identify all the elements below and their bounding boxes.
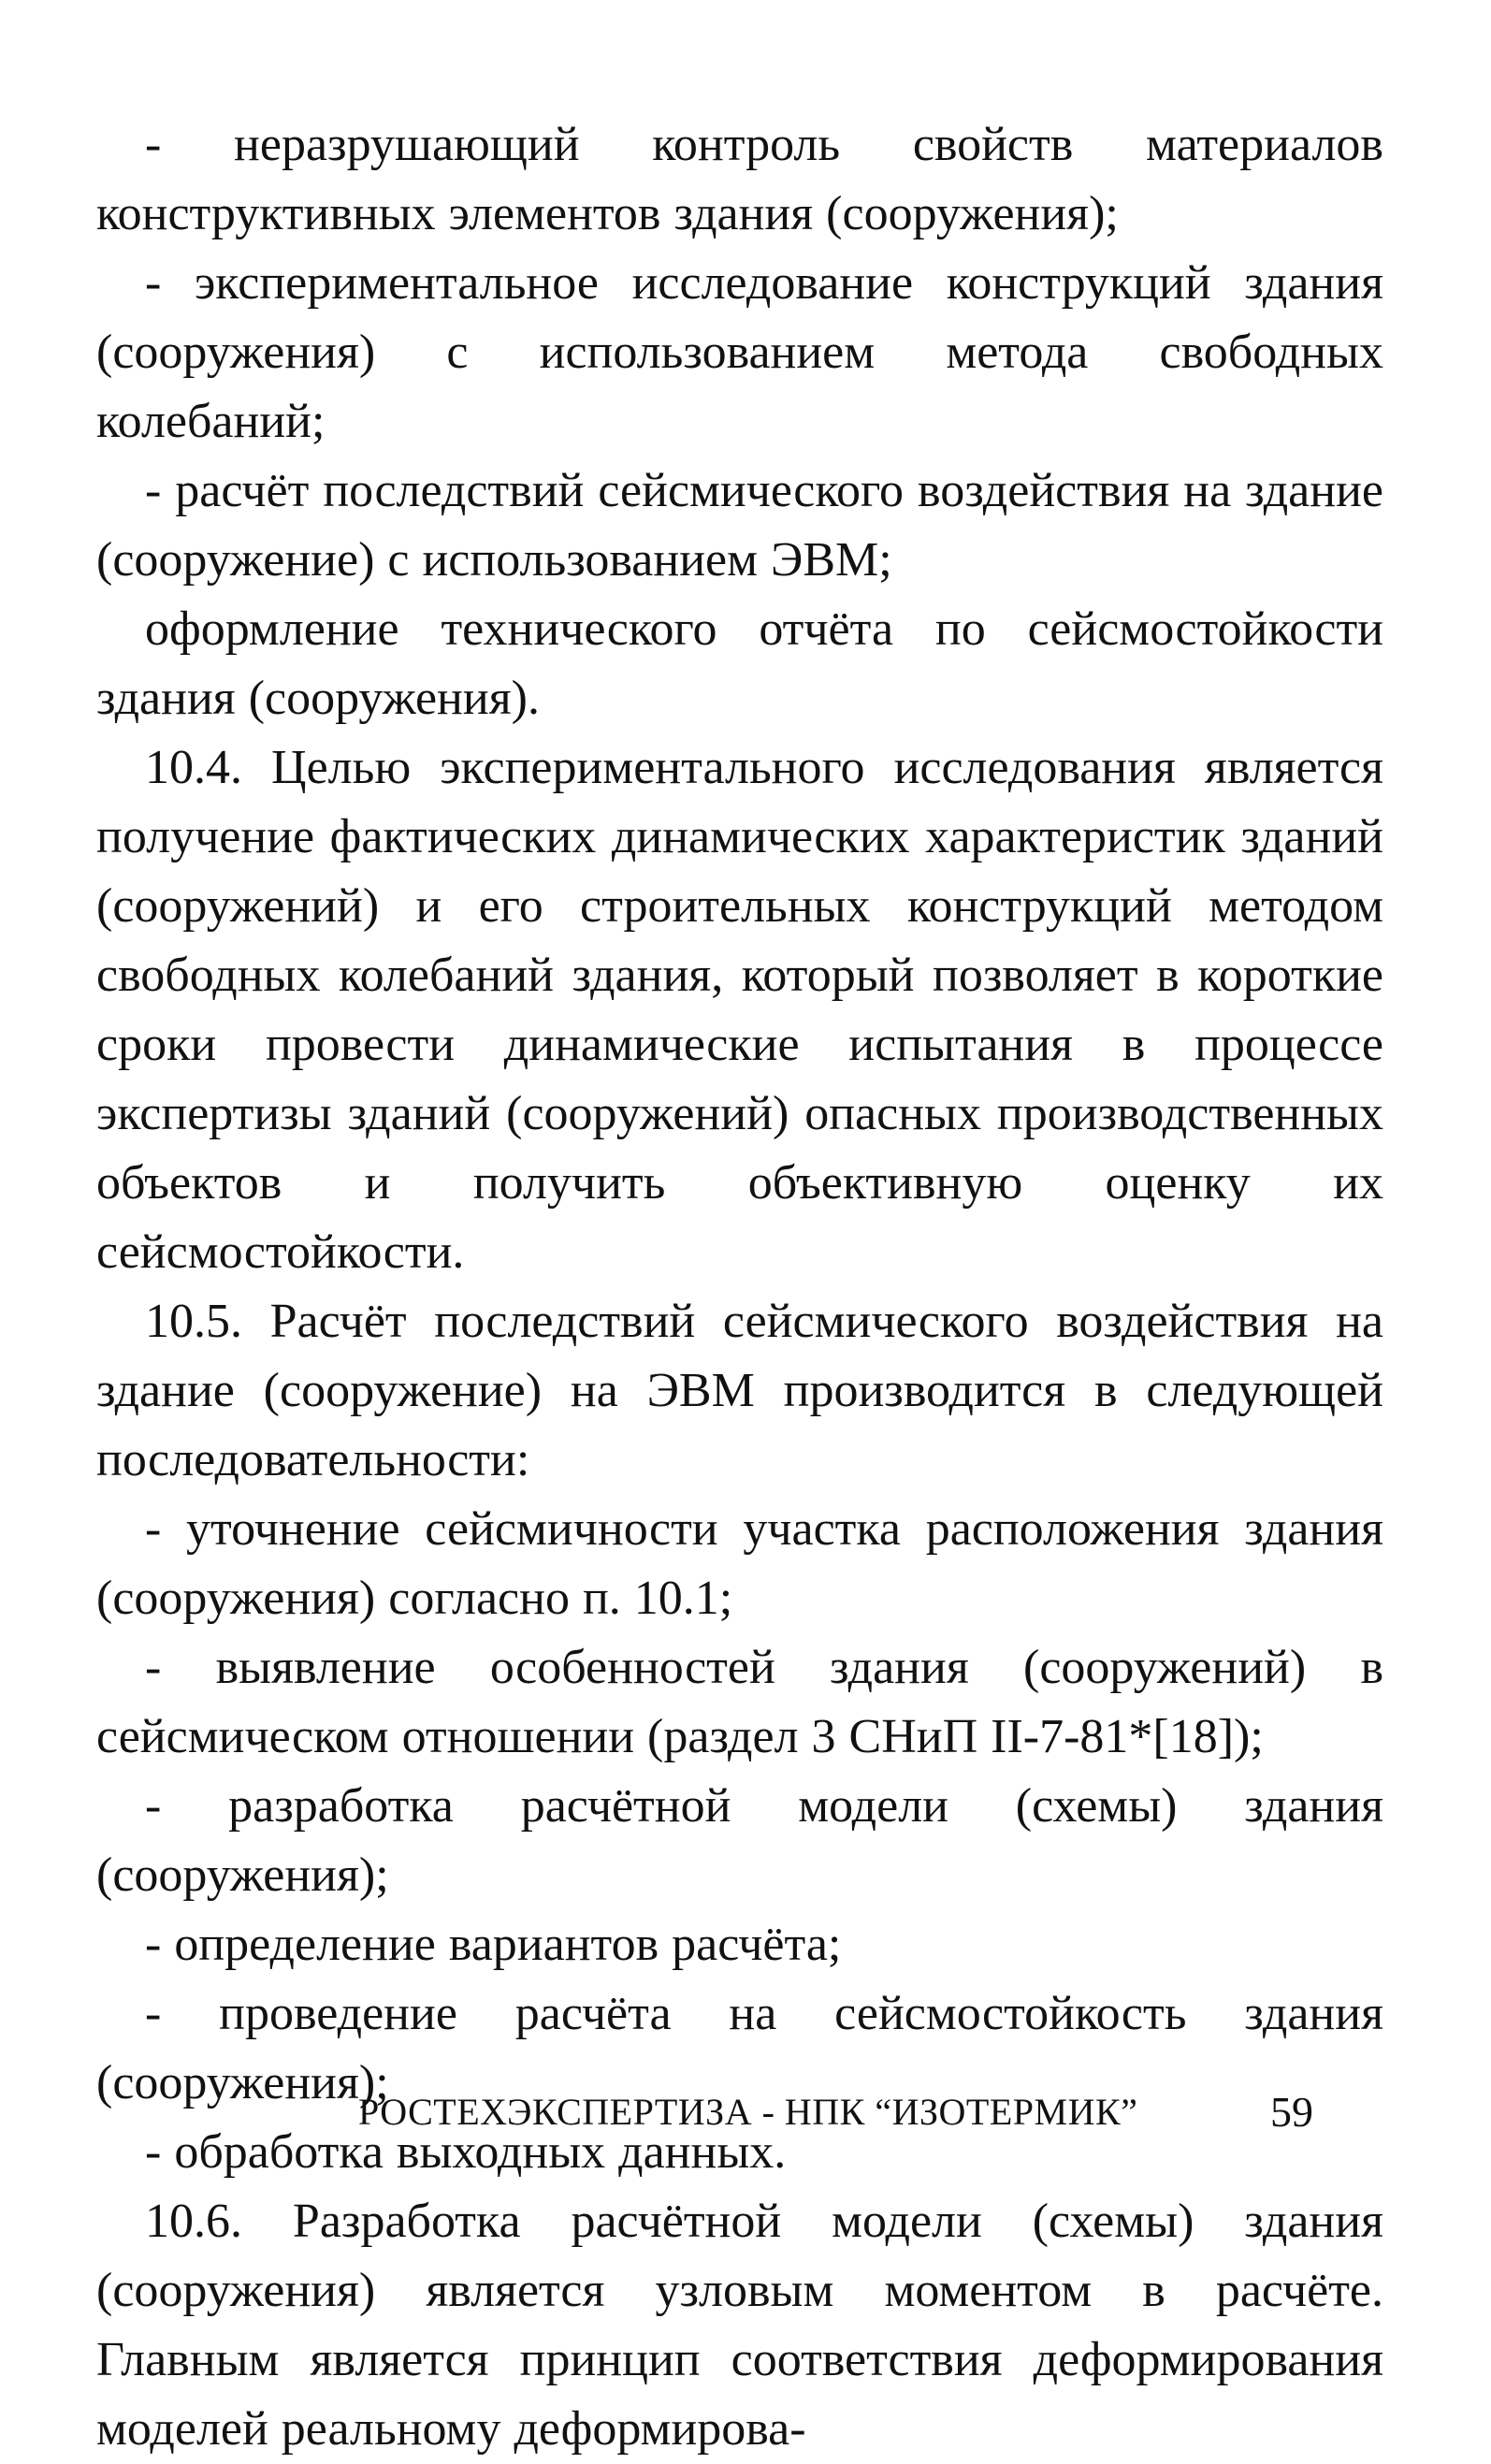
list-item-seismic-calculation: - расчёт последствий сейсмического воздействия на здание (сооружение) с использованием ЭВМ; [96, 464, 1383, 587]
list-item-nondestructive-control: - неразрушающий контроль свойств материалов конструктивных элементов здания (сооружения); [96, 118, 1383, 240]
paragraph-10-6: 10.6. Разработка расчётной модели (схемы) здания (сооружения) является узловым моментом в расчёте. Главным является принцип соответствия деформирования моделей реальному деформирова- [96, 2195, 1383, 2456]
list-item-seismicity-refinement: - уточнение сейсмичности участка расположения здания (сооружения) согласно п. 10.1; [96, 1502, 1383, 1625]
list-item-model-development: - разработка расчётной модели (схемы) здания (сооружения); [96, 1779, 1383, 1902]
list-item-building-features: - выявление особенностей здания (сооружений) в сейсмическом отношении (раздел 3 СНиП II-7-81*[18]); [96, 1641, 1383, 1763]
footer-organization: РОСТЕХЭКСПЕРТИЗА - НПК “ИЗОТЕРМИК” [358, 2091, 1138, 2133]
paragraph-10-4: 10.4. Целью экспериментального исследования является получение фактических динамических характеристик зданий (сооружений) и его строительных конструкций методом свободных колебаний здания, который позволяет в короткие сроки провести динамические испытания в процессе экспертизы зданий (сооружений) опасных производственных объектов и получить объективную оценку их сейсмостойкости. [96, 741, 1383, 1279]
list-item-seismic-analysis: - проведение расчёта на сейсмостойкость здания (сооружения); [96, 1987, 1383, 2109]
list-item-technical-report: оформление технического отчёта по сейсмостойкости здания (сооружения). [96, 602, 1383, 725]
list-item-output-processing: - обработка выходных данных. [145, 2125, 787, 2179]
page-number: 59 [1270, 2088, 1313, 2136]
list-item-calculation-variants: - определение вариантов расчёта; [145, 1918, 842, 1971]
list-item-experimental-study: - экспериментальное исследование конструкций здания (сооружения) с использованием метода свободных колебаний; [96, 256, 1383, 448]
page-footer [96, 2084, 1383, 2159]
paragraph-10-5: 10.5. Расчёт последствий сейсмического воздействия на здание (сооружение) на ЭВМ производится в следующей последовательности: [96, 1295, 1383, 1486]
